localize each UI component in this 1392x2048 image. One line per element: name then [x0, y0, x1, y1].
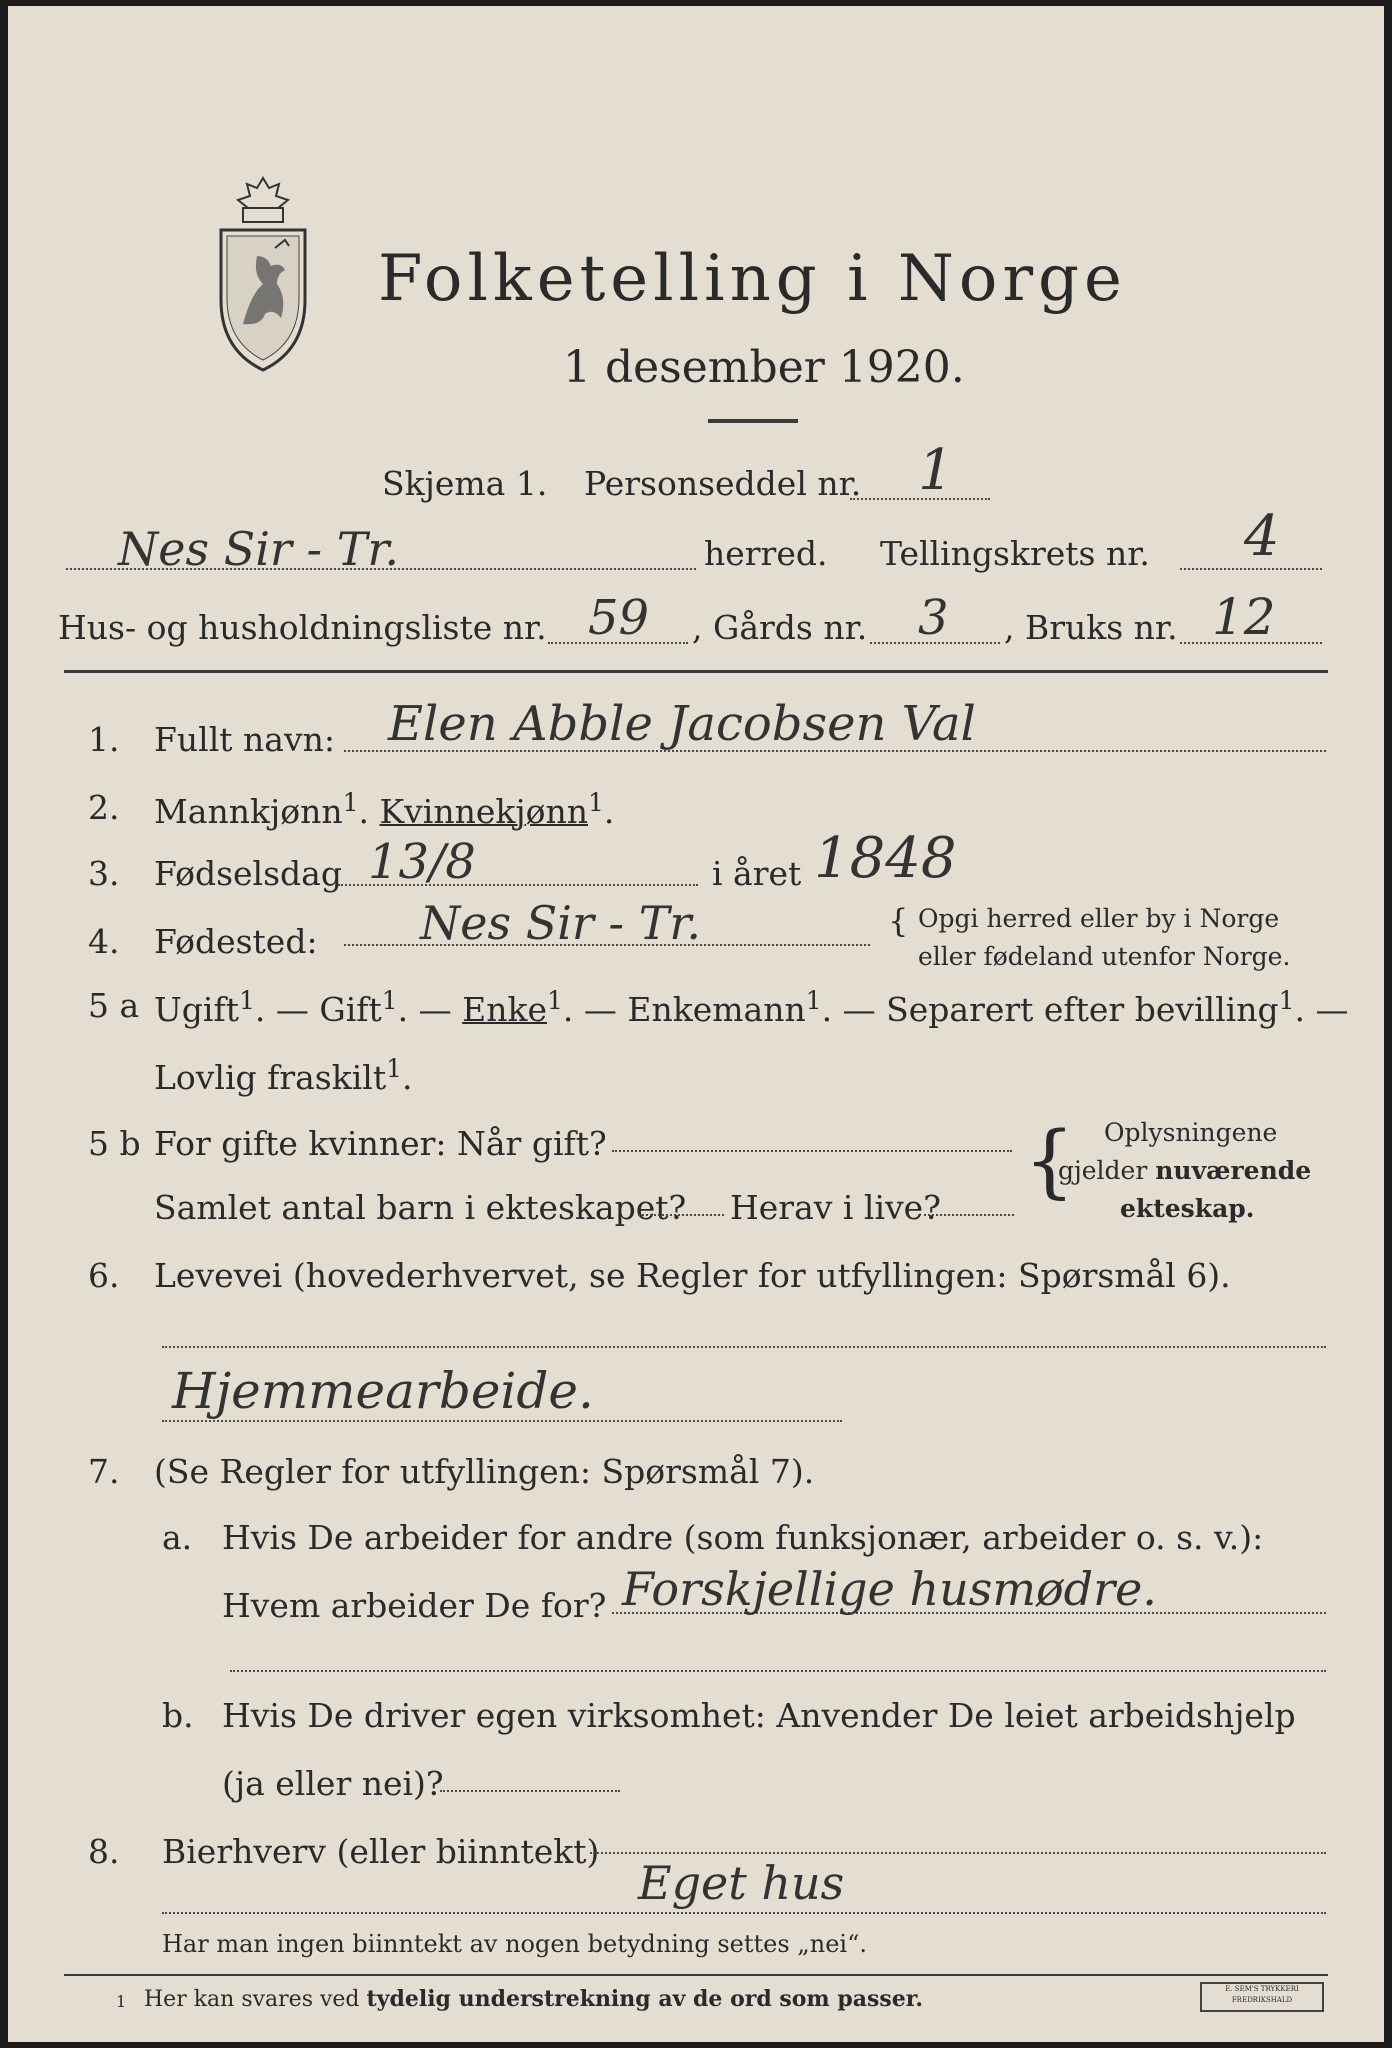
gards-value: 3: [918, 590, 949, 646]
q2-male: Mannkjønn: [154, 792, 343, 831]
q3-year-value: 1848: [814, 826, 957, 891]
husliste-value: 59: [588, 590, 650, 646]
q7-label: (Se Regler for utfyllingen: Spørsmål 7).: [154, 1452, 815, 1491]
q8-number: 8.: [88, 1832, 120, 1871]
q4-number: 4.: [88, 922, 120, 961]
q7a-line2: Hvem arbeider De for?: [222, 1586, 607, 1625]
q5b-note1: Oplysningene: [1104, 1118, 1278, 1147]
census-form: [8, 6, 1384, 2042]
q4-label: Fødested:: [154, 922, 318, 961]
q1-label: Fullt navn:: [154, 720, 335, 759]
q5a-number: 5 a: [88, 986, 140, 1025]
q2-options: Mannkjønn$^1$. Kvinnekjønn$^1$.: [154, 788, 615, 831]
q3-year-label: i året: [712, 854, 802, 893]
herred-value: Nes Sir - Tr.: [118, 522, 399, 576]
q7a-line2-dots: [230, 1670, 1326, 1672]
q8-value: Eget hus: [638, 1856, 845, 1910]
q6-line1: [162, 1346, 1326, 1348]
q4-bracket: {: [888, 902, 909, 940]
q6-value: Hjemmearbeide.: [172, 1362, 594, 1420]
q5b-children-line: [638, 1214, 724, 1216]
q5b-note2: gjelder nuværende: [1058, 1156, 1312, 1185]
q5b-note3: ekteskap.: [1120, 1194, 1255, 1223]
gards-label: , Gårds nr.: [692, 608, 868, 647]
coat-of-arms-icon: [213, 174, 313, 374]
printer-stamp: E. SEM'S TRYKKERI FREDRIKSHALD: [1200, 1982, 1324, 2012]
bruks-label: , Bruks nr.: [1004, 608, 1178, 647]
q7b-line2: (ja eller nei)?: [222, 1764, 444, 1803]
q5b-line2b: Herav i live?: [730, 1188, 941, 1227]
title-divider: [708, 419, 798, 423]
q2-number: 2.: [88, 788, 120, 827]
q5b-married-line: [612, 1150, 1012, 1152]
q5b-line1: For gifte kvinner: Når gift?: [154, 1124, 607, 1163]
q6-line2: [162, 1420, 842, 1422]
q7b-line1: Hvis De driver egen virksomhet: Anvender De leiet arbeidshjelp: [222, 1696, 1296, 1735]
q7b-answer-line: [440, 1790, 620, 1792]
q3-label: Fødselsdag: [154, 854, 342, 893]
q7a-value: Forskjellige husmødre.: [622, 1562, 1157, 1616]
q3-number: 3.: [88, 854, 120, 893]
skjema-label: Skjema 1.: [382, 464, 548, 503]
q5b-alive-line: [924, 1214, 1014, 1216]
tellingskrets-label: Tellingskrets nr.: [880, 534, 1150, 573]
q7a-line1: Hvis De arbeider for andre (som funksjonær, arbeider o. s. v.):: [222, 1518, 1264, 1557]
q1-value: Elen Abble Jacobsen Val: [388, 696, 976, 752]
q5a-enke: Enke: [462, 990, 548, 1029]
herred-label: herred.: [704, 534, 828, 573]
q7-number: 7.: [88, 1452, 120, 1491]
census-date: 1 desember 1920.: [563, 342, 965, 393]
q4-note-line1: Opgi herred eller by i Norge: [918, 904, 1280, 933]
q4-note-line2: eller fødeland utenfor Norge.: [918, 942, 1291, 971]
q4-value: Nes Sir - Tr.: [420, 896, 701, 950]
q5a-options: Ugift$^1$. — Gift$^1$. — Enke$^1$. — Enkemann$^1$. — Separert efter bevilling$^1$. —: [154, 986, 1349, 1029]
q8-line2: [162, 1912, 1326, 1914]
husliste-label: Hus- og husholdningsliste nr.: [58, 608, 547, 647]
form-title: Folketelling i Norge: [378, 242, 1127, 316]
q5b-bracket: {: [1024, 1114, 1075, 1207]
tellingskrets-value: 4: [1244, 504, 1280, 569]
q8-note: Har man ingen biinntekt av nogen betydning settes „nei“.: [162, 1930, 867, 1958]
q3-value: 13/8: [368, 834, 476, 890]
header-divider: [64, 670, 1328, 673]
q5b-number: 5 b: [88, 1124, 141, 1163]
q2-female: Kvinnekjønn: [379, 792, 588, 831]
q5a-line2: Lovlig fraskilt$^1$.: [154, 1054, 413, 1097]
q1-number: 1.: [88, 720, 120, 759]
personseddel-value: 1: [918, 438, 954, 503]
footnote-text: Her kan svares ved tydelig understrekning av de ord som passer.: [144, 1986, 924, 2012]
q7a-number: a.: [162, 1518, 193, 1557]
q6-label: Levevei (hovederhvervet, se Regler for utfyllingen: Spørsmål 6).: [154, 1256, 1231, 1295]
q6-number: 6.: [88, 1256, 120, 1295]
q8-line1: [590, 1852, 1326, 1854]
bruks-value: 12: [1212, 588, 1276, 646]
footnote-divider: [64, 1974, 1328, 1976]
q8-label: Bierhverv (eller biinntekt): [162, 1832, 600, 1871]
personseddel-label: Personseddel nr.: [584, 464, 862, 503]
q7b-number: b.: [162, 1696, 194, 1735]
q5b-line2a: Samlet antal barn i ekteskapet?: [154, 1188, 687, 1227]
footnote-number: 1: [116, 1992, 127, 2011]
